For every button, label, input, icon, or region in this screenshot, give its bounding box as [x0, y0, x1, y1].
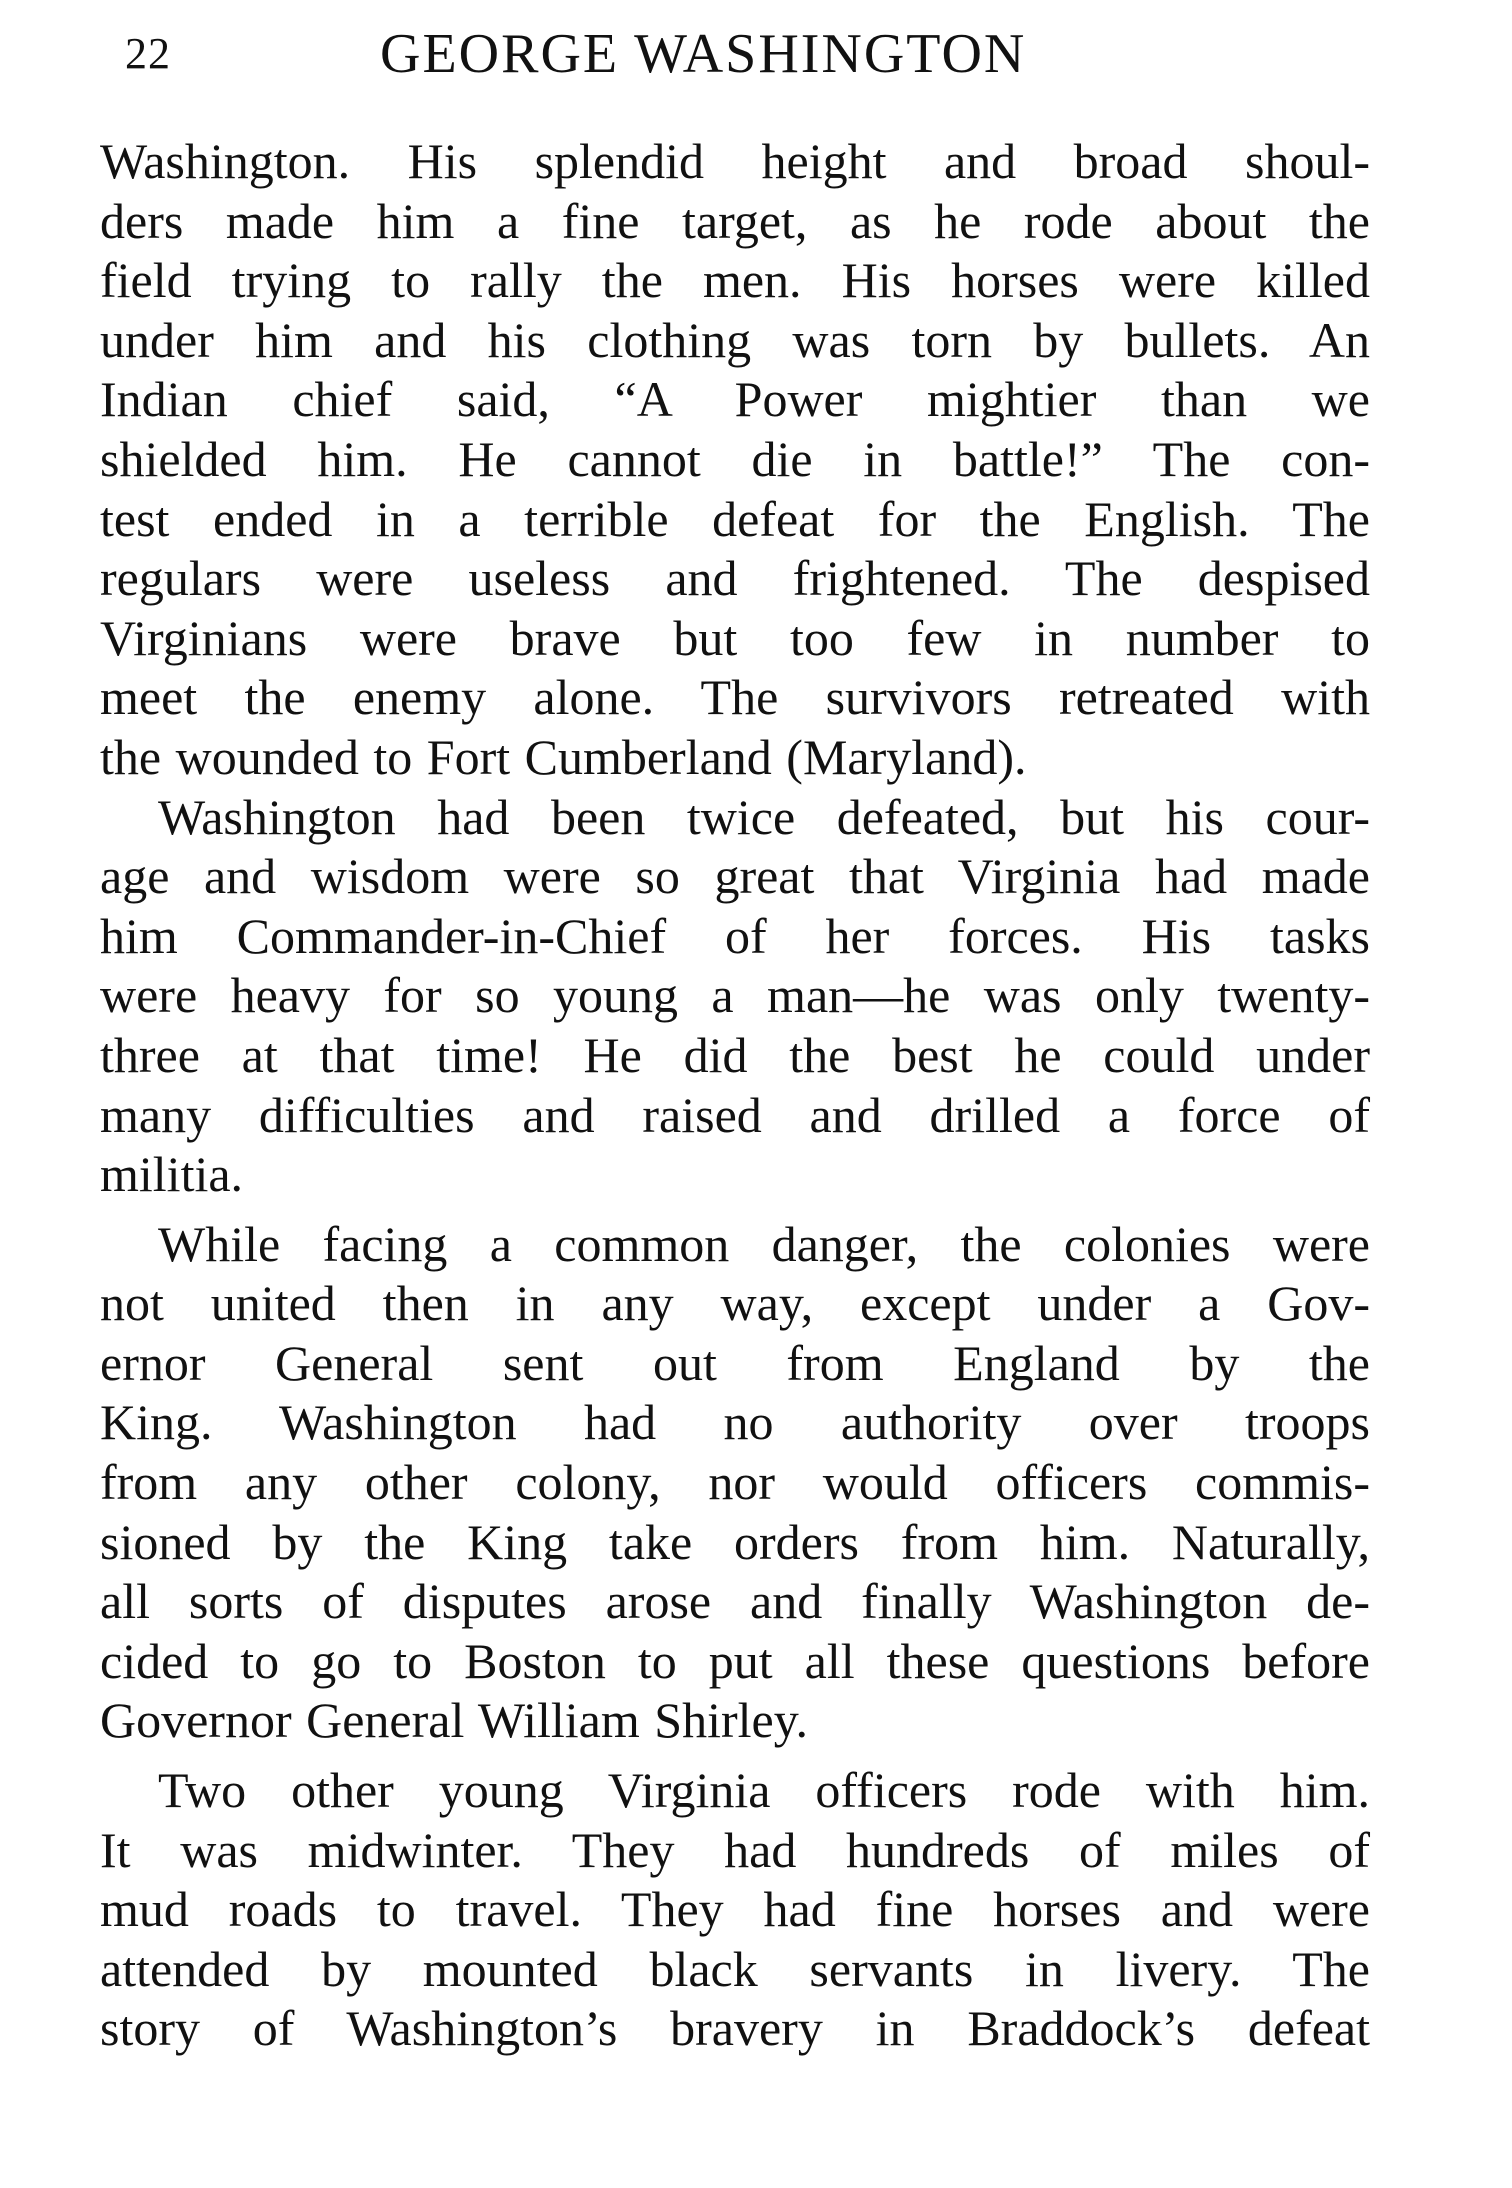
text-line: him Commander-in-Chief of her forces. His tasks	[100, 907, 1370, 964]
text-line: not united then in any way, except under a Gov-	[100, 1275, 1370, 1332]
paragraph	[100, 788, 1370, 1205]
text-line: story of Washington’s bravery in Braddock’s defeat	[100, 2000, 1370, 2057]
body-text	[100, 132, 1370, 2059]
paragraph	[100, 1761, 1370, 2059]
text-line: regulars were useless and frightened. The despised	[100, 550, 1370, 607]
text-line: shielded him. He cannot die in battle!” The con-	[100, 430, 1370, 487]
text-line: attended by mounted black servants in livery. The	[100, 1940, 1370, 1997]
paragraph	[100, 132, 1370, 788]
text-line: While facing a common danger, the colonies were	[158, 1215, 1370, 1272]
text-line: the wounded to Fort Cumberland (Maryland).	[100, 728, 1027, 785]
text-line: ders made him a fine target, as he rode about the	[100, 192, 1370, 249]
text-line: three at that time! He did the best he could under	[100, 1026, 1370, 1083]
text-line: meet the enemy alone. The survivors retreated with	[100, 669, 1370, 726]
text-line: age and wisdom were so great that Virginia had made	[100, 848, 1370, 905]
text-line: Washington had been twice defeated, but his cour-	[158, 788, 1370, 845]
text-line: Governor General William Shirley.	[100, 1692, 808, 1749]
text-line: Virginians were brave but too few in number to	[100, 609, 1370, 666]
text-line: King. Washington had no authority over troops	[100, 1394, 1370, 1451]
text-line: militia.	[100, 1146, 244, 1203]
text-line: Washington. His splendid height and broad shoul-	[100, 133, 1370, 189]
text-line: field trying to rally the men. His horses were killed	[100, 252, 1370, 309]
text-line: under him and his clothing was torn by bullets. An	[100, 311, 1370, 368]
text-line: test ended in a terrible defeat for the English. The	[100, 490, 1370, 547]
text-line: many difficulties and raised and drilled a force of	[100, 1086, 1370, 1143]
text-line: mud roads to travel. They had fine horses and were	[100, 1881, 1370, 1938]
paragraph-spacer	[100, 1751, 1370, 1761]
paragraph-spacer	[100, 1205, 1370, 1215]
text-line: It was midwinter. They had hundreds of miles of	[100, 1821, 1370, 1878]
text-line: cided to go to Boston to put all these questions before	[100, 1632, 1370, 1689]
running-title: GEORGE WASHINGTON	[380, 23, 1027, 85]
text-line: Indian chief said, “A Power mightier than we	[100, 371, 1370, 428]
text-line: from any other colony, nor would officers commis-	[100, 1454, 1370, 1511]
page-header	[0, 23, 1512, 108]
page-number: 22	[125, 29, 171, 78]
text-line: were heavy for so young a man—he was only twenty-	[100, 967, 1370, 1024]
text-line: Two other young Virginia officers rode with him.	[158, 1762, 1370, 1819]
paragraph	[100, 1215, 1370, 1751]
text-line: sioned by the King take orders from him. Naturally,	[100, 1513, 1370, 1570]
text-line: ernor General sent out from England by the	[100, 1334, 1370, 1391]
text-line: all sorts of disputes arose and finally Washington de-	[100, 1573, 1370, 1630]
